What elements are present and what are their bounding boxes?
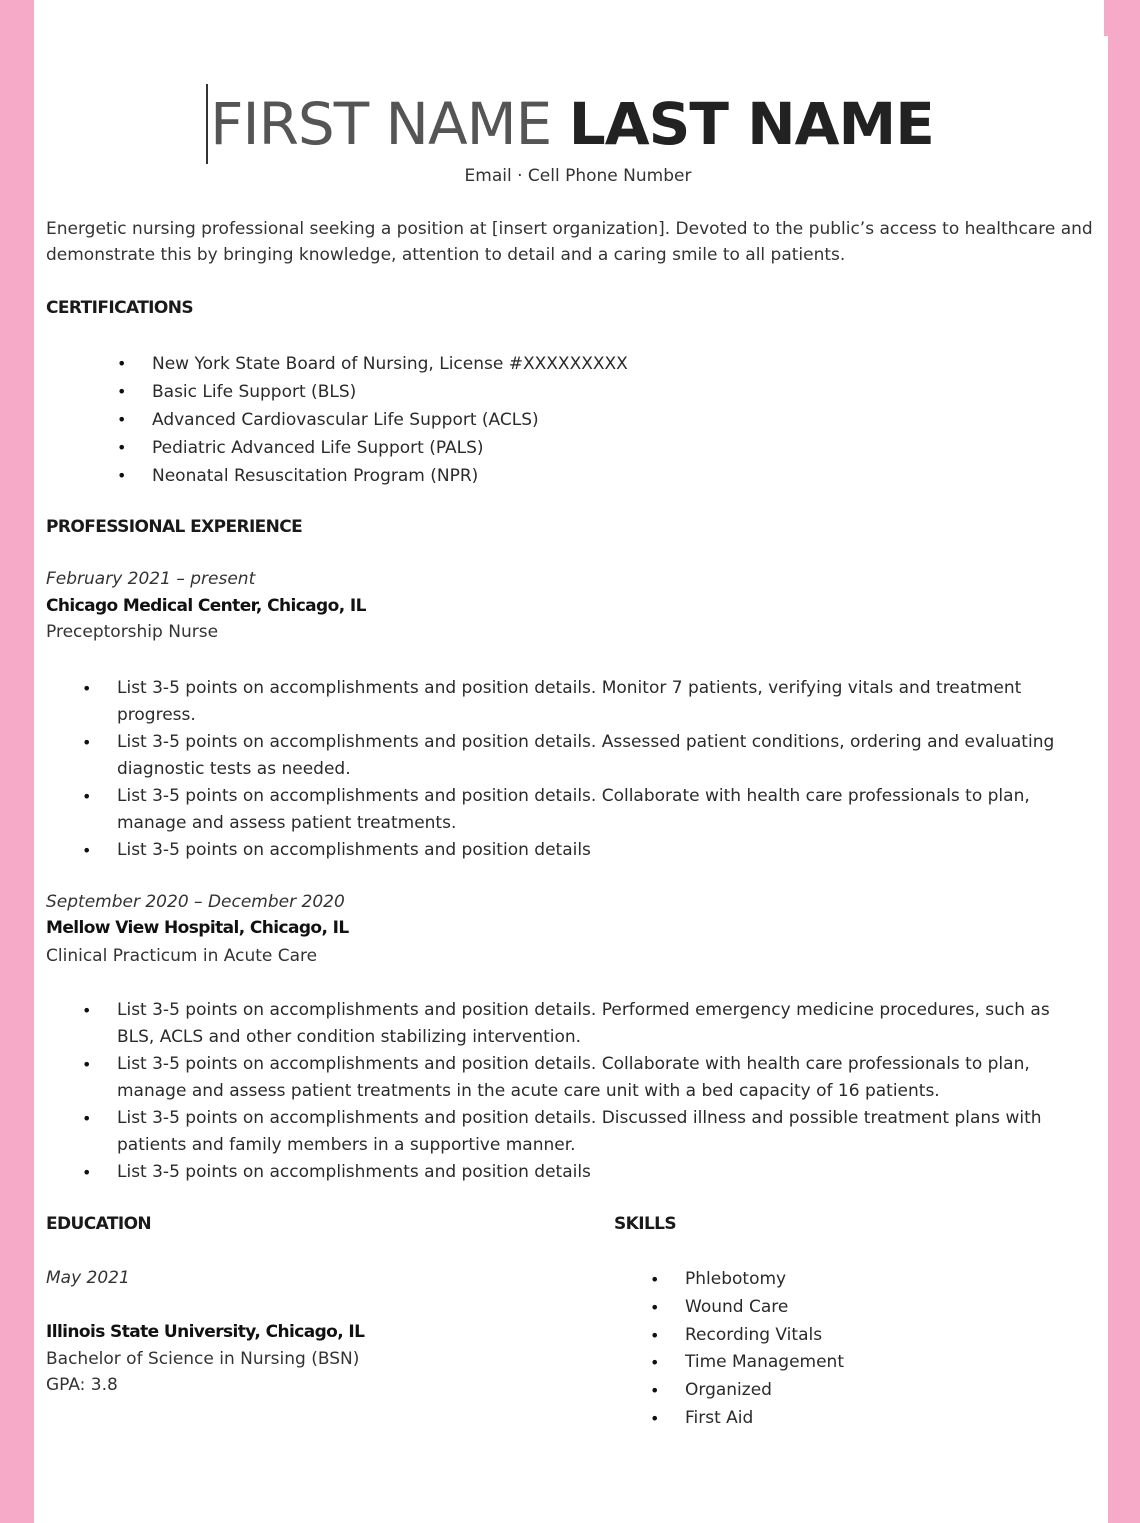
first-name[interactable]: FIRST NAME <box>210 90 552 158</box>
education-gpa[interactable]: GPA: 3.8 <box>46 1375 118 1395</box>
job-dates[interactable]: September 2020 – December 2020 <box>46 892 345 912</box>
list-item[interactable]: • List 3-5 points on accomplishments and position details. Discussed illness and possible treatment plans with patients and family members in a supportive manner. <box>117 1105 1092 1159</box>
list-item[interactable]: • Recording Vitals <box>685 1322 1065 1350</box>
job-points-list <box>117 675 1092 864</box>
certifications-heading[interactable]: CERTIFICATIONS <box>46 298 194 318</box>
education-degree[interactable]: Bachelor of Science in Nursing (BSN) <box>46 1349 360 1369</box>
last-name[interactable]: LAST NAME <box>568 90 934 158</box>
contact-info[interactable]: Email · Cell Phone Number <box>464 166 692 186</box>
list-item[interactable]: • List 3-5 points on accomplishments and position details. Collaborate with health care professionals to plan, manage and assess patient treatments in the acute care unit with a bed capacity of 16 patients. <box>117 1051 1092 1105</box>
list-item[interactable]: • Time Management <box>685 1349 1065 1377</box>
education-date[interactable]: May 2021 <box>46 1268 130 1288</box>
list-item[interactable]: • Organized <box>685 1377 1065 1405</box>
page-border-right-top <box>1104 0 1140 36</box>
list-item[interactable]: • Advanced Cardiovascular Life Support (ACLS) <box>152 406 852 434</box>
list-item[interactable]: • List 3-5 points on accomplishments and position details <box>117 837 1092 864</box>
experience-heading[interactable]: PROFESSIONAL EXPERIENCE <box>46 517 303 537</box>
list-item[interactable]: • Pediatric Advanced Life Support (PALS) <box>152 434 852 462</box>
job-points-list <box>117 997 1092 1186</box>
job-dates[interactable]: February 2021 – present <box>46 569 256 589</box>
list-item[interactable]: • List 3-5 points on accomplishments and position details <box>117 1159 1092 1186</box>
list-item[interactable]: • First Aid <box>685 1405 1065 1433</box>
education-heading[interactable]: EDUCATION <box>46 1214 152 1234</box>
skills-heading[interactable]: SKILLS <box>614 1214 677 1234</box>
resume-name[interactable] <box>0 84 1140 164</box>
list-item[interactable]: • List 3-5 points on accomplishments and position details. Assessed patient conditions, ordering and evaluating diagnostic tests as needed. <box>117 729 1092 783</box>
text-cursor <box>206 84 208 164</box>
summary-paragraph[interactable]: Energetic nursing professional seeking a position at [insert organization]. Devoted to the public’s access to healthcare and demonstrate this by bringing knowledge, attention to detail and a caring smile to all patients. <box>46 219 1093 265</box>
list-item[interactable]: • New York State Board of Nursing, License #XXXXXXXXX <box>152 350 852 378</box>
list-item[interactable]: • Neonatal Resuscitation Program (NPR) <box>152 462 852 490</box>
education-school[interactable]: Illinois State University, Chicago, IL <box>46 1322 365 1342</box>
job-employer[interactable]: Mellow View Hospital, Chicago, IL <box>46 918 349 938</box>
list-item[interactable]: • Phlebotomy <box>685 1266 1065 1294</box>
job-employer[interactable]: Chicago Medical Center, Chicago, IL <box>46 596 366 616</box>
list-item[interactable]: • Wound Care <box>685 1294 1065 1322</box>
page-border-left <box>0 0 34 1523</box>
job-role[interactable]: Preceptorship Nurse <box>46 622 219 642</box>
skills-list <box>685 1266 1065 1433</box>
job-role[interactable]: Clinical Practicum in Acute Care <box>46 946 318 966</box>
list-item[interactable]: • List 3-5 points on accomplishments and position details. Collaborate with health care professionals to plan, manage and assess patient treatments. <box>117 783 1092 837</box>
list-item[interactable]: • List 3-5 points on accomplishments and position details. Monitor 7 patients, verifying vitals and treatment progress. <box>117 675 1092 729</box>
list-item[interactable]: • List 3-5 points on accomplishments and position details. Performed emergency medicine procedures, such as BLS, ACLS and other condition stabilizing intervention. <box>117 997 1092 1051</box>
list-item[interactable]: • Basic Life Support (BLS) <box>152 378 852 406</box>
certifications-list <box>152 350 852 490</box>
